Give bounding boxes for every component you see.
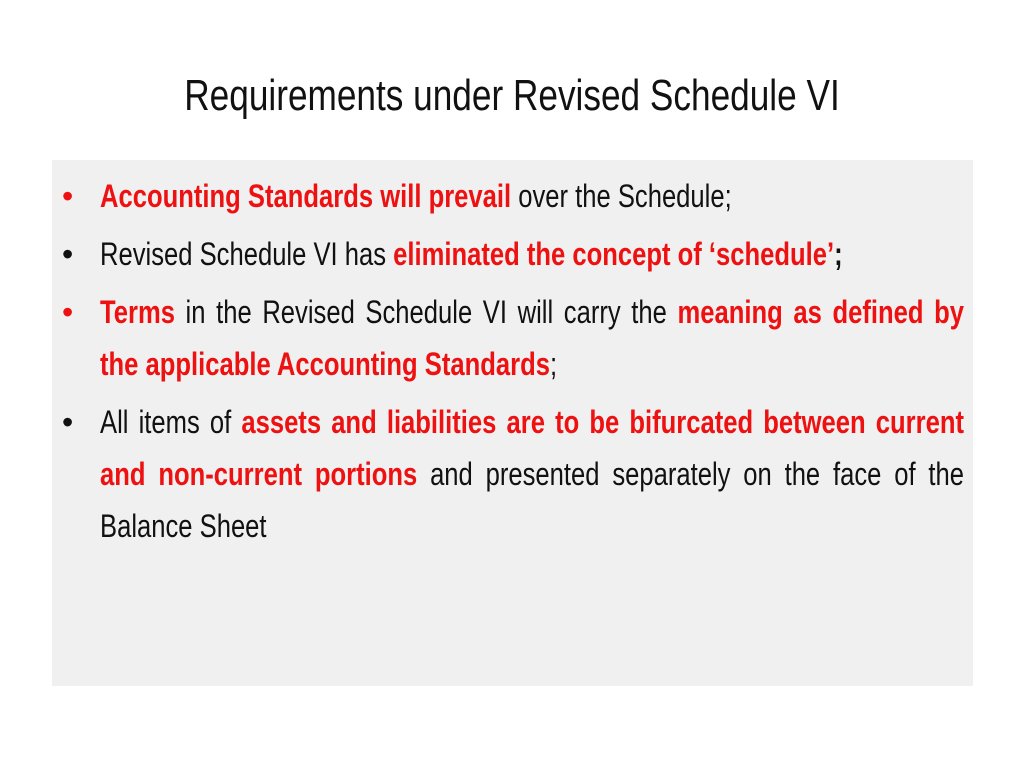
bullet-item-terms-meaning bbox=[52, 286, 973, 390]
body-text: in the Revised Schedule VI will carry the bbox=[174, 294, 678, 330]
content-box bbox=[52, 160, 973, 686]
body-text: Revised Schedule VI has bbox=[100, 236, 394, 272]
bullet-text bbox=[100, 228, 964, 280]
highlight-text: meaning as defined by the applicable Accounting Standards bbox=[100, 294, 965, 382]
bullet-dot-icon: • bbox=[62, 236, 74, 272]
body-text: All items of bbox=[100, 404, 242, 440]
highlight-text: Terms bbox=[100, 294, 175, 330]
bullet-text bbox=[100, 170, 964, 222]
bullet-item-accounting-standards bbox=[52, 170, 973, 222]
body-text: ; bbox=[549, 346, 558, 382]
body-text: and presented separately on the face of the Balance Sheet bbox=[100, 456, 965, 544]
body-text-bold: ; bbox=[834, 236, 843, 272]
bullet-text bbox=[100, 286, 964, 390]
bullet-dot-icon: • bbox=[62, 178, 74, 214]
bullet-dot-icon: • bbox=[62, 404, 74, 440]
highlight-text: eliminated the concept of ‘schedule’ bbox=[393, 236, 835, 272]
highlight-text: assets and liabilities are to be bifurcated between current and non-current portions bbox=[100, 404, 965, 492]
slide-title: Requirements under Revised Schedule VI bbox=[184, 71, 840, 120]
body-text: over the Schedule; bbox=[511, 178, 732, 214]
bullet-dot-icon: • bbox=[62, 294, 74, 330]
bullet-item-assets-liabilities bbox=[52, 396, 973, 552]
bullet-text bbox=[100, 396, 964, 552]
highlight-text: Accounting Standards will prevail bbox=[100, 178, 512, 214]
bullet-list bbox=[52, 170, 973, 558]
bullet-item-schedule-concept bbox=[52, 228, 973, 280]
